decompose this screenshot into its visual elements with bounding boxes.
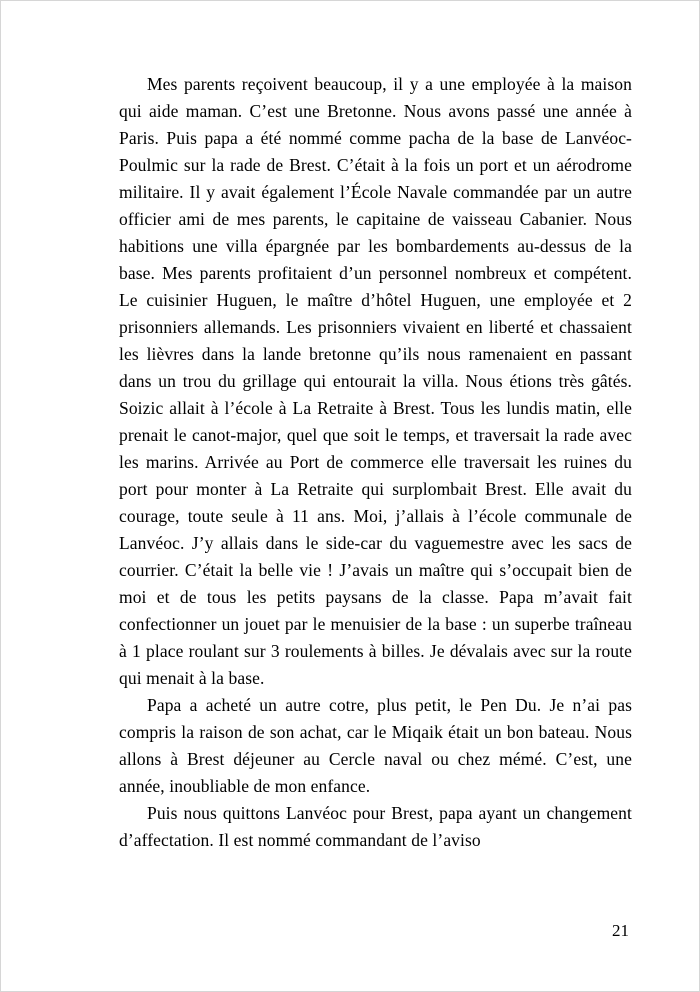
paragraph: Papa a acheté un autre cotre, plus petit, le Pen Du. Je n’ai pas compris la raison de son achat, car le Miqaik était un bon bateau. Nous allons à Brest déjeuner au Cercle naval ou chez mémé. C’est, une année, inoubliable de mon enfance. xyxy=(119,695,632,796)
paragraph: Puis nous quittons Lanvéoc pour Brest, papa ayant un changement d’affectation. Il est nommé commandant de l’aviso xyxy=(119,803,632,850)
page-number: 21 xyxy=(612,921,629,940)
page-text xyxy=(119,71,632,854)
paragraph: Mes parents reçoivent beaucoup, il y a une employée à la maison qui aide maman. C’est une Bretonne. Nous avons passé une année à Paris. Puis papa a été nommé comme pacha de la base de Lanvéoc-Poulmic sur la rade de Brest. C’était à la fois un port et un aérodrome militaire. Il y avait également l’École Navale commandée par un autre officier ami de mes parents, le capitaine de vaisseau Cabanier. Nous habitions une villa épargnée par les bombardements au-dessus de la base. Mes parents profitaient d’un personnel nombreux et compétent. Le cuisinier Huguen, le maître d’hôtel Huguen, une employée et 2 prisonniers allemands. Les prisonniers vivaient en liberté et chassaient les lièvres dans la lande bretonne qu’ils nous ramenaient en passant dans un trou du grillage qui entourait la villa. Nous étions très gâtés. Soizic allait à l’école à La Retraite à Brest. Tous les lundis matin, elle prenait le canot-major, quel que soit le temps, et traversait la rade avec les marins. Arrivée au Port de commerce elle traversait les ruines du port pour monter à La Retraite qui surplombait Brest. Elle avait du courage, toute seule à 11 ans. Moi, j’allais à l’école communale de Lanvéoc. J’y allais dans le side-car du vaguemestre avec les sacs de courrier. C’était la belle vie ! J’avais un maître qui s’occupait bien de moi et de tous les petits paysans de la classe. Papa m’avait fait confectionner un jouet par le menuisier de la base : un superbe traîneau à 1 place roulant sur 3 roulements à billes. Je dévalais avec sur la route qui menait à la base. xyxy=(119,74,632,688)
